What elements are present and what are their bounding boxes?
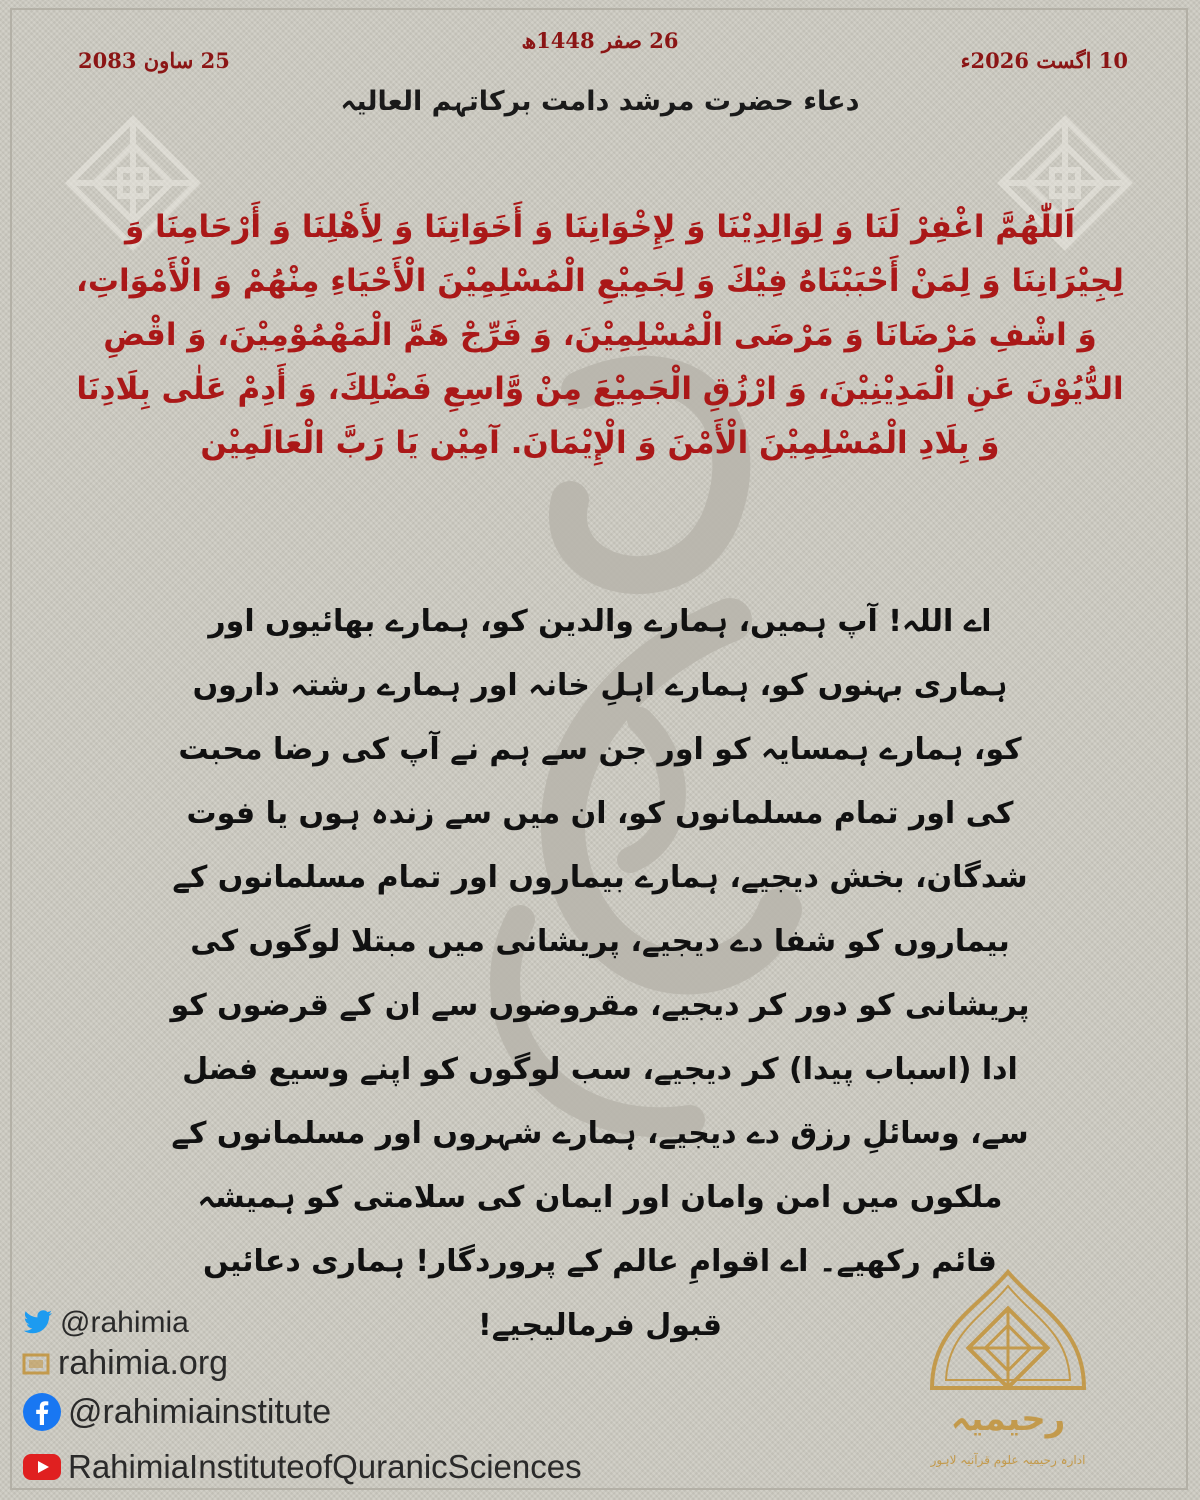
gregorian-date: 10 اگست 2026ء [960, 48, 1128, 73]
website-url: rahimia.org [58, 1344, 229, 1382]
twitter-link[interactable] [22, 1306, 189, 1340]
facebook-link[interactable] [22, 1392, 331, 1432]
twitter-handle: @rahimia [60, 1306, 189, 1339]
twitter-bird-icon [22, 1309, 54, 1337]
hijri-date: 26 صفر 1448ھ [521, 28, 679, 53]
youtube-channel: RahimiaInstituteofQuranicSciences [68, 1448, 582, 1485]
logo-subtitle-text: ادارہ رحیمیہ علوم قرآنیہ لاہور [930, 1453, 1086, 1467]
youtube-link[interactable] [22, 1448, 582, 1486]
globe-icon [22, 1350, 52, 1378]
rahimia-institute-logo [918, 1268, 1098, 1478]
page-title: دعاء حضرت مرشد دامت برکاتہم العالیہ [340, 86, 860, 117]
facebook-handle: @rahimiainstitute [68, 1392, 332, 1431]
bikrami-date: 25 ساون 2083 [78, 48, 230, 73]
urdu-translation-text: اے اللہ! آپ ہمیں، ہمارے والدین کو، ہمارے بھائیوں اور ہماری بہنوں کو، ہمارے اہلِ خانہ اور ہمارے رشتہ داروں کو، ہمارے ہمسایہ کو اور جن سے ہم نے آپ کی رضا محبت کی اور تمام مسلمانوں کو، ان میں سے زندہ ہوں یا فوت شدگان، بخش دیجیے، ہمارے بیماروں اور تمام مسلمانوں کے بیماروں کو شفا دے دیجیے، پریشانی میں مبتلا لوگوں کی پریشانی کو دور کر دیجیے، مقروضوں سے ان کے قرضوں کو ادا (اسباب پیدا) کر دیجیے، سب لوگوں کو اپنے وسیع فضل سے، وسائلِ رزق دے دیجیے، ہمارے شہروں اور مسلمانوں کے ملکوں میں امن وامان اور ایمان کی سلامتی کو ہمیشہ قائم رکھیے۔ اے اقوامِ عالم کے پروردگار! ہماری دعائیں قبول فرمالیجیے! [170, 604, 1030, 1343]
website-link[interactable] [22, 1344, 228, 1383]
facebook-icon [22, 1392, 62, 1432]
logo-name-text: رحیمیہ [950, 1399, 1066, 1439]
youtube-icon [22, 1452, 62, 1482]
arabic-dua-text: اَللّٰهُمَّ اغْفِرْ لَنَا وَ لِوَالِدِيْنَا وَ لِإِخْوَانِنَا وَ أَخَوَاتِنَا وَ لِأَهْلِنَا وَ أَرْحَامِنَا وَ لِجِيْرَانِنَا وَ لِمَنْ أَحْبَبْنَاهُ فِيْكَ وَ لِجَمِيْعِ الْمُسْلِمِيْنَ الْأَحْيَاءِ مِنْهُمْ وَ الْأَمْوَاتِ، وَ اشْفِ مَرْضَانَا وَ مَرْضَى الْمُسْلِمِيْنَ، وَ فَرِّجْ هَمَّ الْمَهْمُوْمِيْنَ، وَ اقْضِ الدُّيُوْنَ عَنِ الْمَدِيْنِيْنَ، وَ ارْزُقِ الْجَمِيْعَ مِنْ وَّاسِعِ فَضْلِكَ، وَ أَدِمْ عَلٰى بِلَادِنَا وَ بِلَادِ الْمُسْلِمِيْنَ الْأَمْنَ وَ الْإِيْمَانَ. آمِيْن يَا رَبَّ الْعَالَمِيْن [76, 209, 1124, 461]
